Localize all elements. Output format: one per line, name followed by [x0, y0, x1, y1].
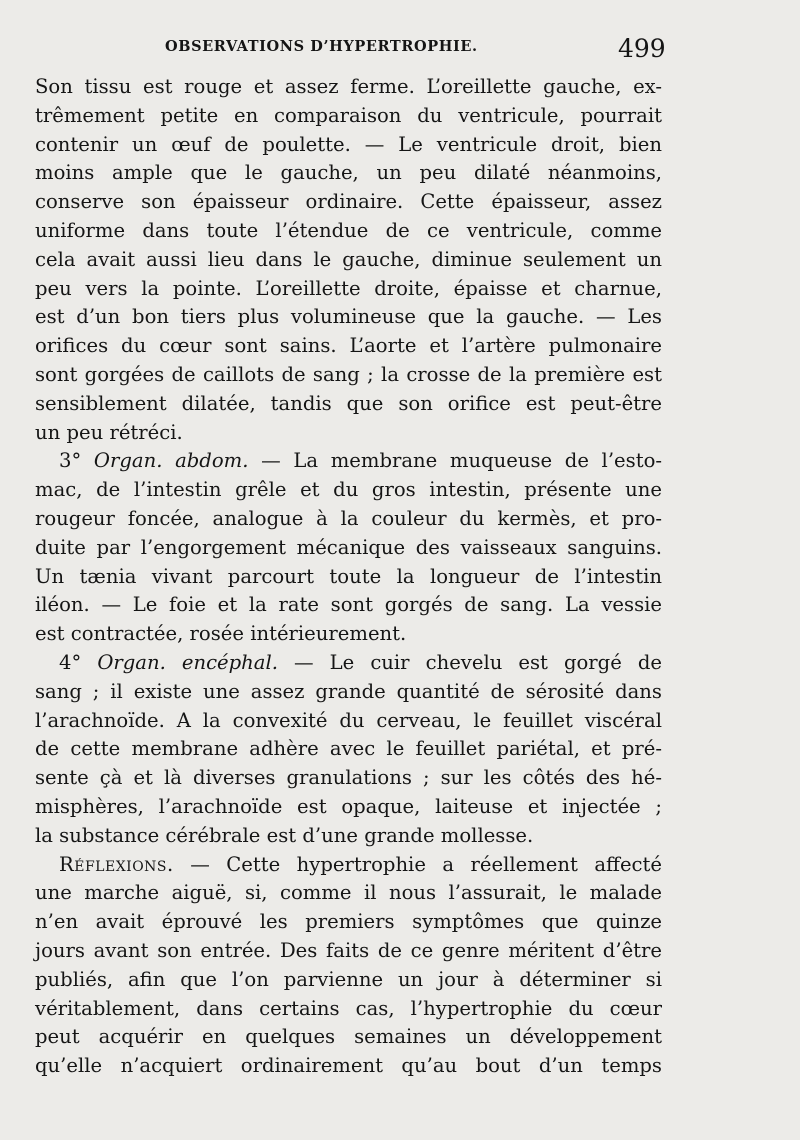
text-line: rougeur foncée, analogue à la couleur du kermès, et pro-	[35, 506, 662, 530]
paragraph-lead-line	[35, 447, 662, 476]
text-line: publiés, afin que l’on parvienne un jour à déterminer si	[35, 967, 662, 991]
text-line: sang ; il existe une assez grande quantité de sérosité dans	[35, 679, 662, 703]
text-line: iléon. — Le foie et la rate sont gorgés de sang. La vessie	[35, 593, 662, 617]
text-line: Un tænia vivant parcourt toute la longueur de l’intestin	[35, 564, 662, 588]
text-line: misphères, l’arachnoïde est opaque, laiteuse et injectée ;	[35, 794, 662, 818]
text-line: un peu rétréci.	[35, 420, 183, 444]
page-body	[35, 73, 662, 1081]
page-header	[0, 34, 800, 74]
lead-line-text: — La membrane muqueuse de l’esto-	[261, 449, 662, 473]
text-line: cela avait aussi lieu dans le gauche, diminue seulement un	[35, 247, 662, 271]
text-line: de cette membrane adhère avec le feuillet pariétal, et pré-	[35, 737, 662, 761]
text-line: uniforme dans toute l’étendue de ce ventricule, comme	[35, 218, 662, 242]
text-line: est contractée, rosée intérieurement.	[35, 622, 407, 646]
paragraph-reflexions	[35, 851, 662, 1081]
text-line: la substance cérébrale est d’une grande mollesse.	[35, 823, 534, 847]
text-line: moins ample que le gauche, un peu dilaté néanmoins,	[35, 161, 662, 185]
text-line: trêmement petite en comparaison du ventricule, pourrait	[35, 103, 662, 127]
text-line: véritablement, dans certains cas, l’hypertrophie du cœur	[35, 996, 662, 1020]
paragraph-lead-line	[35, 851, 662, 880]
section-label: Organ. encéphal.	[97, 650, 278, 674]
text-line: sont gorgées de caillots de sang ; la crosse de la première est	[35, 362, 662, 386]
text-line: peut acquérir en quelques semaines un développement	[35, 1025, 662, 1049]
lead-line-text: — Cette hypertrophie a réellement affecté	[190, 852, 662, 876]
section-number: 4°	[59, 650, 82, 674]
text-line: qu’elle n’acquiert ordinairement qu’au bout d’un temps	[35, 1054, 662, 1078]
text-line: contenir un œuf de poulette. — Le ventricule droit, bien	[35, 132, 662, 156]
text-line: est d’un bon tiers plus volumineuse que la gauche. — Les	[35, 305, 662, 329]
text-line: l’arachnoïde. A la convexité du cerveau, le feuillet viscéral	[35, 708, 662, 732]
text-line: mac, de l’intestin grêle et du gros intestin, présente une	[35, 478, 662, 502]
text-line: orifices du cœur sont sains. L’aorte et l’artère pulmonaire	[35, 334, 662, 358]
text-line: conserve son épaisseur ordinaire. Cette épaisseur, assez	[35, 190, 662, 214]
page-number: 499	[618, 34, 666, 63]
text-line: une marche aiguë, si, comme il nous l’assurait, le malade	[35, 881, 662, 905]
text-line: peu vers la pointe. L’oreillette droite, épaisse et charnue,	[35, 276, 662, 300]
paragraph-lead-line	[35, 649, 662, 678]
text-line: sente çà et là diverses granulations ; sur les côtés des hé-	[35, 766, 662, 790]
text-line: duite par l’engorgement mécanique des vaisseaux sanguins.	[35, 535, 662, 559]
section-number: 3°	[59, 449, 82, 473]
paragraph-heart-findings	[35, 73, 662, 447]
text-line: sensiblement dilatée, tandis que son orifice est peut-être	[35, 391, 662, 415]
text-line: jours avant son entrée. Des faits de ce genre méritent d’être	[35, 938, 662, 962]
running-head: OBSERVATIONS D’HYPERTROPHIE.	[165, 38, 478, 55]
lead-line-text: — Le cuir chevelu est gorgé de	[294, 650, 662, 674]
section-label: Réflexions.	[59, 852, 174, 876]
text-line: n’en avait éprouvé les premiers symptômes que quinze	[35, 910, 662, 934]
text-line: Son tissu est rouge et assez ferme. L’oreillette gauche, ex-	[35, 75, 662, 98]
paragraph-abdominal-organs	[35, 447, 662, 649]
section-label: Organ. abdom.	[93, 449, 249, 473]
paragraph-encephalic-organs	[35, 649, 662, 851]
